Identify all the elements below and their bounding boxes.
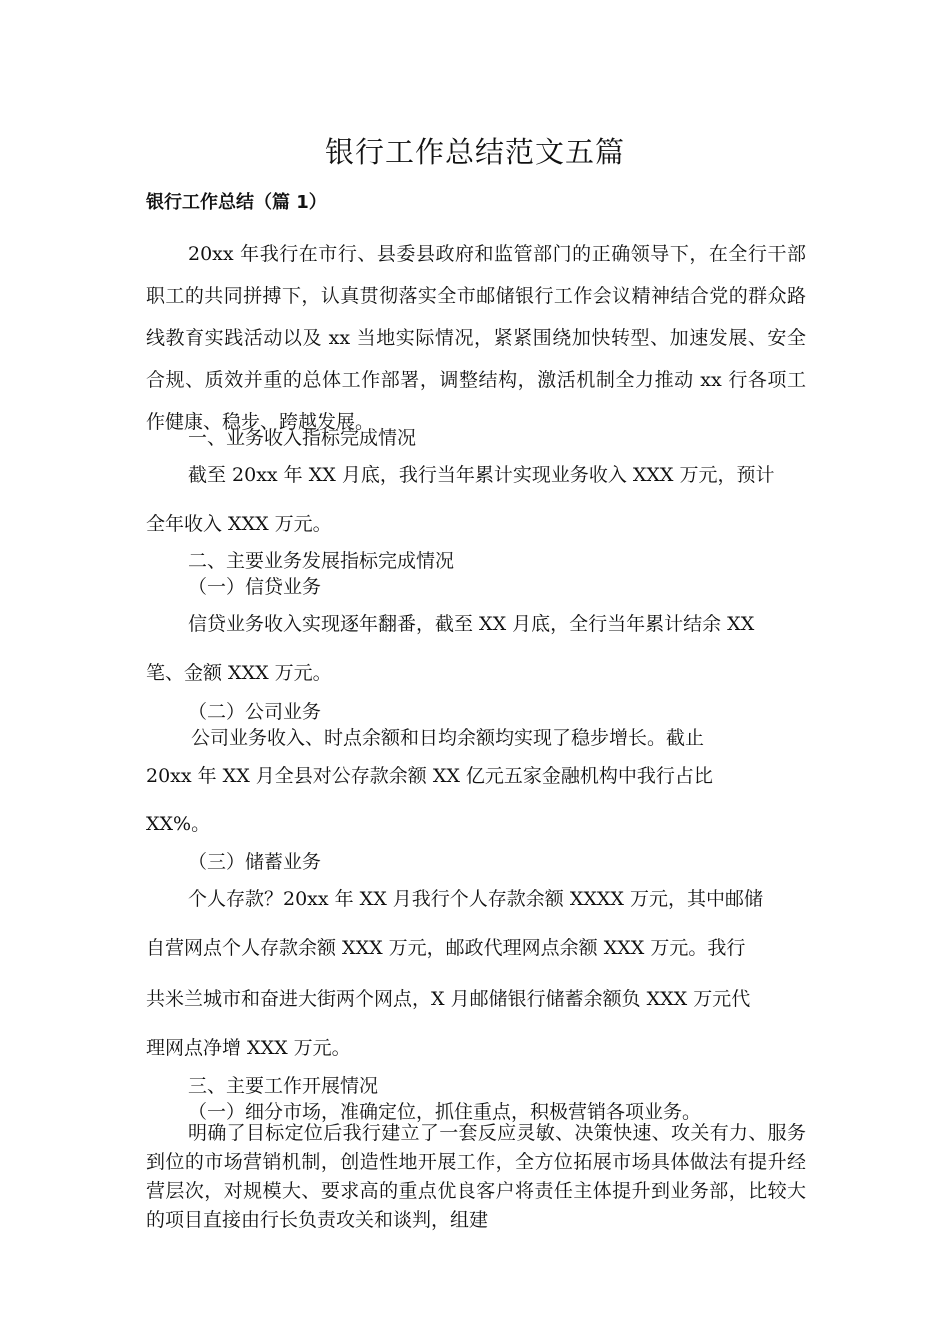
intro-paragraph: 20xx 年我行在市行、县委县政府和监管部门的正确领导下，在全行干部职工的共同拼搏下，认真贯彻落实全市邮储银行工作会议精神结合党的群众路线教育实践活动以及 xx 当地实际情况，紧紧围绕加快转型、加速发展、安全合规、质效并重的总体工作部署，调整结构，激活机制全力推动 xx 行各项工作健康、稳步、跨越发展。 bbox=[146, 243, 806, 433]
market-paragraph: 明确了目标定位后我行建立了一套反应灵敏、决策快速、攻关有力、服务到位的市场营销机制，创造性地开展工作，全方位拓展市场具体做法有提升经营层次，对规模大、要求高的重点优良客户将责任主体提升到业务部，比较大的项目直接由行长负责攻关和谈判，组建 bbox=[146, 1122, 806, 1231]
document-title: 银行工作总结范文五篇 bbox=[324, 135, 625, 169]
paragraph-line: 截至 20xx 年 XX 月底，我行当年累计实现业务收入 XXX 万元，预计 bbox=[188, 464, 775, 486]
paragraph-line: 自营网点个人存款余额 XXX 万元，邮政代理网点余额 XXX 万元。我行 bbox=[146, 937, 746, 959]
paragraph-line: 20xx 年 XX 月全县对公存款余额 XX 亿元五家金融机构中我行占比 bbox=[146, 765, 713, 787]
paragraph-line: 共米兰城市和奋进大街两个网点，X 月邮储银行储蓄余额负 XXX 万元代 bbox=[146, 988, 751, 1010]
heading-main-indicators: 二、主要业务发展指标完成情况 bbox=[188, 550, 455, 572]
paragraph-line: 信贷业务收入实现逐年翻番，截至 XX 月底，全行当年累计结余 XX bbox=[188, 613, 755, 635]
paragraph-line: 笔、金额 XXX 万元。 bbox=[146, 662, 332, 684]
section-subtitle: 银行工作总结（篇 1） bbox=[146, 192, 327, 213]
heading-main-work: 三、主要工作开展情况 bbox=[188, 1075, 379, 1097]
paragraph-line: 理网点净增 XXX 万元。 bbox=[146, 1037, 351, 1059]
paragraph-line: XX%。 bbox=[146, 813, 211, 835]
paragraph-line: 全年收入 XXX 万元。 bbox=[146, 513, 332, 535]
heading-credit-business: （一）信贷业务 bbox=[188, 576, 322, 598]
heading-business-income: 一、业务收入指标完成情况 bbox=[188, 427, 417, 449]
paragraph-line: 个人存款？20xx 年 XX 月我行个人存款余额 XXXX 万元，其中邮储 bbox=[188, 888, 763, 910]
paragraph-line: 公司业务收入、时点余额和日均余额均实现了稳步增长。截止 bbox=[191, 727, 705, 749]
heading-corporate-business: （二）公司业务 bbox=[188, 701, 322, 723]
heading-savings-business: （三）储蓄业务 bbox=[188, 851, 322, 873]
heading-market-segmentation: （一）细分市场，准确定位，抓住重点，积极营销各项业务。 bbox=[188, 1101, 702, 1123]
